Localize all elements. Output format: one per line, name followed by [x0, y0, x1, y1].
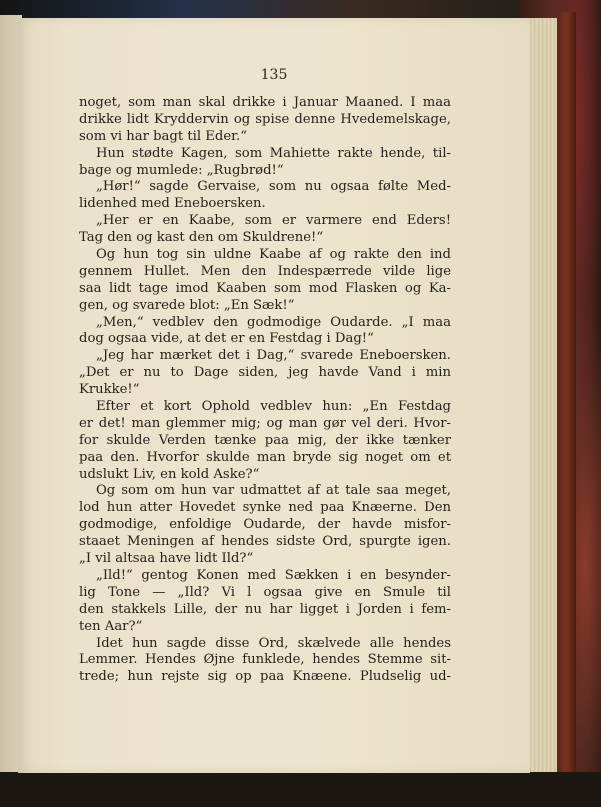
text-line: „Ild!“ gentog Konen med Sækken i en besynder- [96, 567, 451, 583]
text-line: „Hør!“ sagde Gervaise, som nu ogsaa følte Med- [96, 179, 451, 195]
text-line: Lemmer. Hendes Øjne funklede, hendes Stemme sit- [79, 652, 451, 668]
page-edges [526, 18, 557, 773]
text-line: lod hun atter Hovedet synke ned paa Knæerne. Den [79, 500, 451, 516]
text-line: staaet Meningen af hendes sidste Ord, spurgte igen. [79, 534, 451, 550]
book-page [18, 18, 530, 773]
text-line: den stakkels Lille, der nu har ligget i Jorden i fem- [79, 601, 451, 617]
cover-edge [556, 12, 576, 776]
text-line: er det! man glemmer mig; og man gør vel deri. Hvor- [79, 415, 451, 431]
text-line: udslukt Liv, en kold Aske?“ [79, 466, 260, 482]
text-line: Idet hun sagde disse Ord, skælvede alle hendes [96, 635, 451, 651]
background-shadow [0, 772, 601, 807]
text-line: Hun stødte Kagen, som Mahiette rakte hende, til- [96, 145, 451, 161]
text-line: som vi har bagt til Eder.“ [79, 128, 247, 144]
text-line: „I vil altsaa have lidt Ild?“ [79, 551, 254, 567]
text-line: lig Tone — „Ild? Vi l ogsaa give en Smule til [79, 584, 451, 600]
text-line: gen, og svarede blot: „En Sæk!“ [79, 297, 295, 313]
text-line: paa den. Hvorfor skulde man bryde sig noget om et [79, 449, 451, 465]
page-number: 135 [260, 67, 288, 83]
page-text [79, 95, 451, 686]
text-line: bage og mumlede: „Rugbrød!“ [79, 162, 284, 178]
text-line: drikke lidt Kryddervin og spise denne Hvedemelskage, [79, 111, 451, 127]
text-line: Efter et kort Ophold vedblev hun: „En Festdag [96, 399, 451, 415]
text-line: dog ogsaa vide, at det er en Festdag i Dag!“ [79, 331, 374, 347]
text-line: Krukke!“ [79, 382, 140, 398]
text-line: „Her er en Kaabe, som er varmere end Eders! [96, 213, 451, 229]
text-line: godmodige, enfoldige Oudarde, der havde misfor- [79, 517, 451, 533]
text-line: Og hun tog sin uldne Kaabe af og rakte den ind [96, 247, 451, 263]
text-line: trede; hun rejste sig op paa Knæene. Pludselig ud- [79, 669, 451, 685]
text-line: saa lidt tage imod Kaaben som mod Flasken og Ka- [79, 280, 451, 296]
text-line: gennem Hullet. Men den Indespærrede vilde lige [79, 263, 451, 279]
text-line: „Det er nu to Dage siden, jeg havde Vand i min [79, 365, 451, 381]
text-line: for skulde Verden tænke paa mig, der ikke tænker [79, 432, 451, 448]
text-line: noget, som man skal drikke i Januar Maaned. I maa [79, 95, 451, 110]
text-line: „Jeg har mærket det i Dag,“ svarede Eneboersken. [96, 348, 451, 364]
text-line: lidenhed med Eneboersken. [79, 196, 266, 212]
text-line: Tag den og kast den om Skuldrene!“ [79, 230, 324, 246]
text-line: Og som om hun var udmattet af at tale saa meget, [96, 483, 451, 499]
text-line: „Men,“ vedblev den godmodige Oudarde. „I maa [96, 314, 451, 330]
text-line: ten Aar?“ [79, 618, 143, 634]
